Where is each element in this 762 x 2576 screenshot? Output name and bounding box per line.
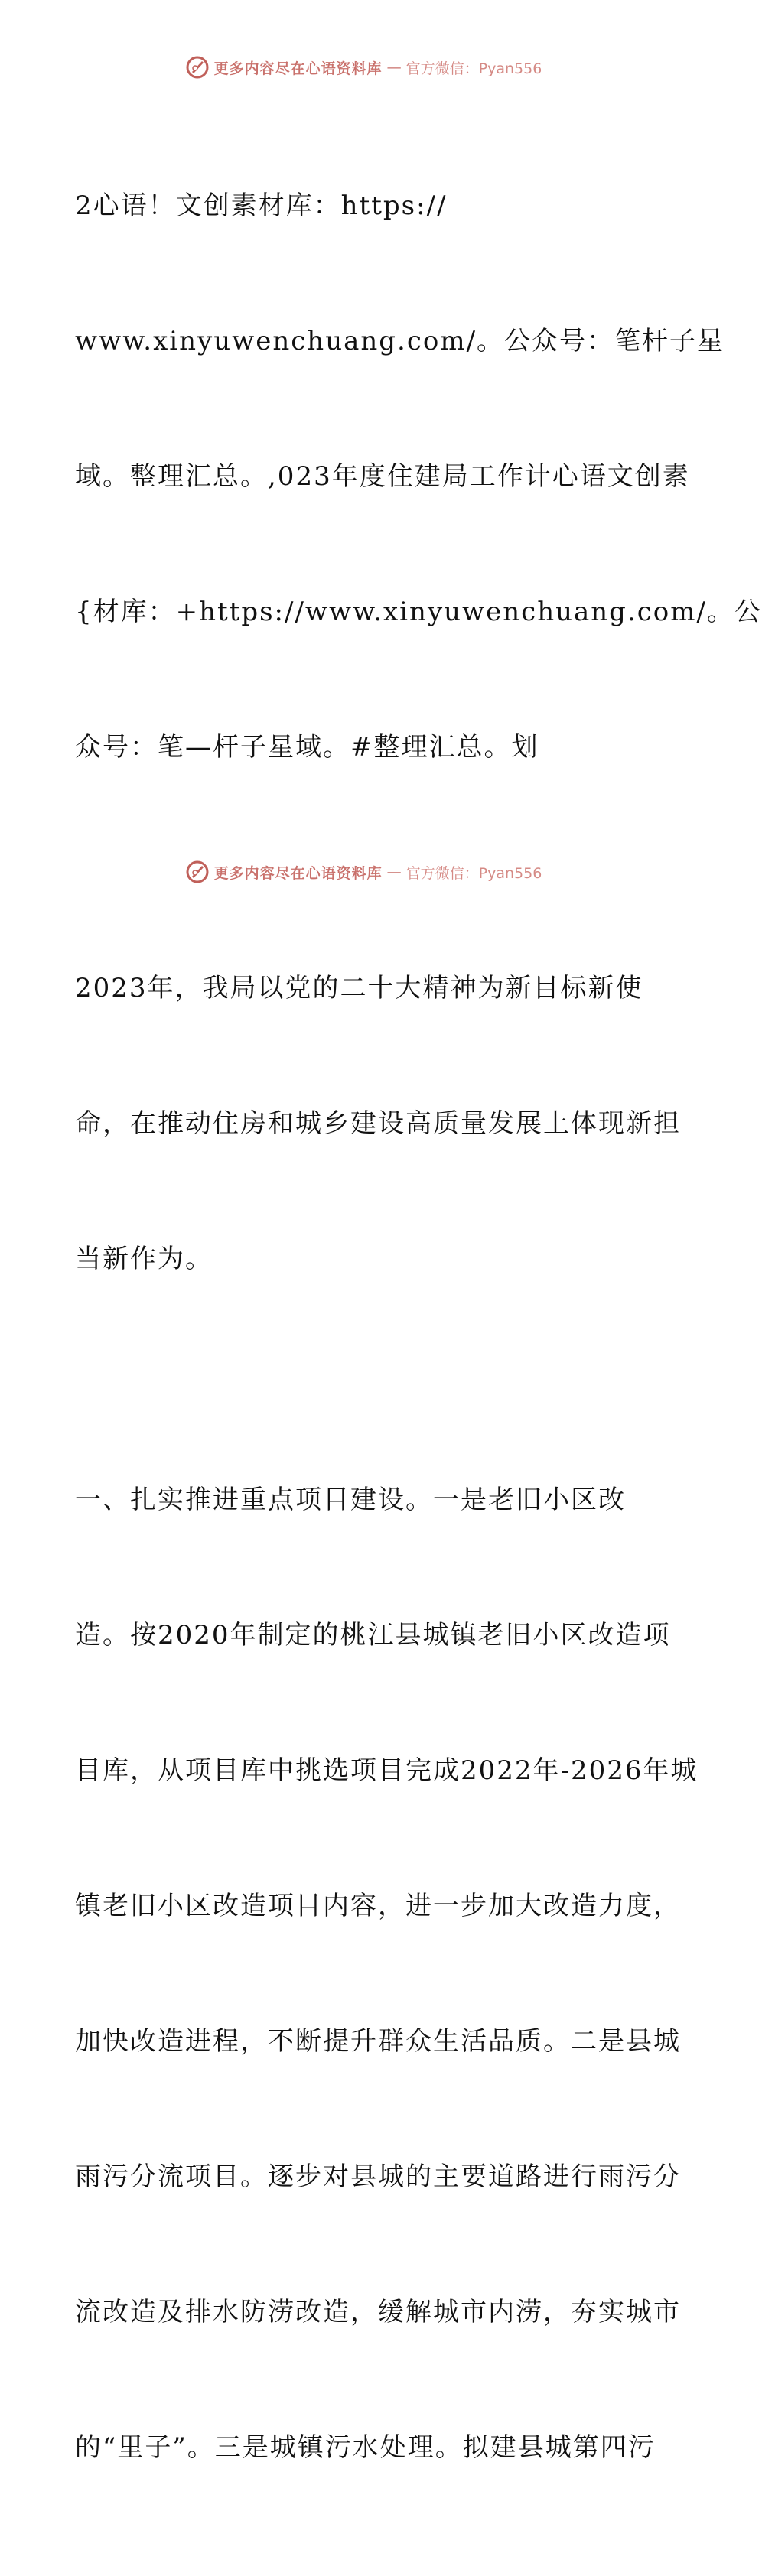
quill-circle-icon bbox=[185, 55, 210, 80]
paragraph-section-one bbox=[75, 1387, 698, 2561]
text-line: 雨污分流项目。逐步对县城的主要道路进行雨污分 bbox=[75, 2161, 681, 2192]
banner-title: 更多内容尽在心语资料库 bbox=[213, 60, 383, 77]
text-line: {材库：+https://www.xinyuwenchuang.com/。公 bbox=[75, 597, 762, 627]
banner-title: 更多内容尽在心语资料库 bbox=[213, 864, 383, 882]
footer-banner bbox=[0, 857, 727, 887]
text-line: 2023年，我局以党的二十大精神为新目标新使 bbox=[75, 973, 643, 1003]
text-line: 一、扎实推进重点项目建设。一是老旧小区改 bbox=[75, 1485, 626, 1515]
text-line: 当新作为。 bbox=[75, 1244, 213, 1274]
text-line: 目库，从项目库中挑选项目完成2022年-2026年城 bbox=[75, 1755, 698, 1786]
text-line: 的“里子”。三是城镇污水处理。拟建县城第四污 bbox=[75, 2432, 656, 2463]
paragraph-intro bbox=[75, 93, 762, 860]
text-line: 造。按2020年制定的桃江县城镇老旧小区改造项 bbox=[75, 1620, 671, 1651]
banner-dash: — bbox=[386, 59, 402, 76]
text-line: www.xinyuwenchuang.com/。公众号：笔杆子星 bbox=[75, 326, 725, 356]
text-line: 镇老旧小区改造项目内容，进一步加大改造力度， bbox=[75, 1891, 681, 1921]
banner-wechat: 官方微信：Pyan556 bbox=[405, 864, 542, 882]
text-line: 加快改造进程，不断提升群众生活品质。二是县城 bbox=[75, 2026, 681, 2057]
banner-wechat: 官方微信：Pyan556 bbox=[405, 60, 542, 77]
banner-dash: — bbox=[386, 864, 402, 880]
document-body bbox=[75, 93, 762, 2576]
text-line: 流改造及排水防涝改造，缓解城市内涝，夯实城市 bbox=[75, 2297, 681, 2327]
text-line: 2心语！文创素材库：https:// bbox=[75, 190, 448, 221]
text-line: 众号：笔—杆子星域。#整理汇总。划 bbox=[75, 732, 539, 763]
text-line: 命，在推动住房和城乡建设高质量发展上体现新担 bbox=[75, 1108, 681, 1139]
header-banner bbox=[0, 52, 727, 83]
text-line: 域。整理汇总。,023年度住建局工作计心语文创素 bbox=[75, 461, 690, 492]
quill-circle-icon bbox=[185, 860, 210, 884]
paragraph-overview bbox=[75, 876, 681, 1372]
